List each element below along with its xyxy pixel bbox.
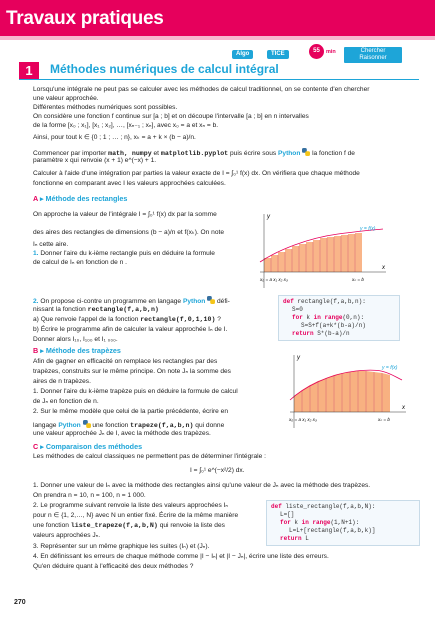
question-line: 3. Représenter sur un même graphique les suites (Iₙ) et (Jₙ).: [33, 543, 210, 550]
python-label: Python: [58, 422, 81, 429]
x-label: x: [382, 265, 385, 271]
question-number: 1.: [33, 250, 39, 257]
y-label: y: [297, 355, 300, 361]
clock-icon: [309, 44, 324, 59]
question-line: de Jₙ en fonction de n.: [33, 398, 99, 405]
page-title: Travaux pratiques: [6, 8, 164, 29]
text: nissant la fonction: [33, 306, 86, 313]
rectangle-graph: [258, 210, 388, 292]
python-label: Python: [278, 150, 301, 157]
section-a-heading: [33, 194, 127, 204]
text-line: aires de n trapèzes.: [33, 378, 91, 385]
question-line: pour n ∈ {1, 2,…, N} avec N un entier fixé. Écrire de la même manière: [33, 512, 239, 519]
intro-line: Ainsi, pour tout k ∈ {0 ; 1 ; … ; n}, xₖ = a + k × (b − a)/n.: [33, 134, 196, 141]
skill-item: Raisonner: [359, 55, 387, 61]
python-icon: [302, 148, 310, 156]
code-line: S=0: [292, 306, 303, 313]
code-line: def rectangle(f,a,b,n):: [283, 298, 366, 305]
exercise-title: Méthodes numériques de calcul intégral: [50, 62, 279, 76]
text: a) Que renvoie l'appel de la fonction: [33, 316, 139, 323]
text-line: des aires des rectangles de dimensions (b − a)/n et f(xₖ). On note: [33, 229, 225, 236]
intro-line: Différentes méthodes numériques sont possibles.: [33, 104, 178, 111]
python-icon: [83, 420, 91, 428]
chevron-right-icon: ▸: [40, 442, 44, 451]
text: Donner l'aire du k-ième rectangle puis en déduire la formule: [40, 250, 215, 257]
question-line: 1. Donner l'aire du k-ième trapèze puis en déduire la formule de calcul: [33, 388, 238, 395]
code-line: L=L+[rectangle(f,a,b,k)]: [289, 527, 376, 534]
question-line: 2. Le programme suivant renvoie la liste des valeurs approchées Iₙ: [33, 502, 229, 509]
text: Commencer par importer: [33, 150, 107, 157]
code-block-liste: [266, 500, 420, 546]
intro-line: une valeur approchée.: [33, 95, 99, 102]
text-line: Iₙ cette aire.: [33, 241, 69, 248]
x-ticks: x₀ = a x₁ x₂ x₃: [260, 277, 288, 282]
question-line: valeurs approchées Jₙ.: [33, 532, 101, 539]
section-title: Méthode des trapèzes: [45, 346, 121, 355]
code-inline: rectangle(f,a,b,n): [87, 306, 159, 313]
section-b-heading: [33, 346, 121, 356]
xn-label: xₙ = b: [378, 417, 390, 422]
code-line: return L: [280, 535, 309, 542]
text-line: Les méthodes de calcul classiques ne permettent pas de déterminer l'intégrale :: [33, 453, 266, 460]
python-icon: [207, 296, 215, 304]
code-line: return S*(b-a)/n: [292, 330, 350, 337]
section-c-heading: [33, 442, 142, 452]
text: une fonction: [33, 522, 69, 529]
intro-line: On considère une fonction f continue sur [a ; b] et on découpe l'intervalle [a ; b] en n intervalles: [33, 113, 309, 120]
chevron-right-icon: ▸: [39, 194, 44, 203]
duration-value: 55: [313, 48, 320, 54]
intro-line: Lorsqu'une intégrale ne peut pas se calculer avec les méthodes de calcul traditionnel, on se contente d'en chercher: [33, 86, 370, 93]
intro-line: de la forme [x₀ ; x₁], [x₁ ; x₂], …, [xₙ₋₁ ; xₙ], avec x₀ = a et xₙ = b.: [33, 122, 219, 129]
intro-line: fonctionne en comparant avec I les valeurs approchées calculées.: [33, 180, 226, 187]
section-title: Comparaison des méthodes: [45, 442, 143, 451]
algo-tag: Algo: [232, 50, 253, 59]
x-ticks: x₀ = a x₁ x₂ x₃: [289, 417, 317, 422]
question-line: [33, 316, 221, 325]
question-line: Qu'en déduire quant à l'efficacité des deux méthodes ?: [33, 563, 194, 570]
banner-shadow: [0, 36, 435, 40]
section-letter: C: [33, 442, 39, 451]
code-inline: matplotlib.pyplot: [160, 150, 229, 157]
section-letter: A: [33, 194, 38, 203]
text: une fonction: [92, 422, 129, 429]
intro-line: paramètre x qui renvoie (x + 1) e^(−x) + 1.: [33, 157, 157, 164]
skills-badge: [344, 47, 402, 63]
code-inline: trapeze(f,a,b,n): [130, 422, 194, 429]
code-block-rectangle: [278, 295, 400, 341]
code-line: S=S+f(a+k*(b-a)/n): [301, 322, 366, 329]
question-line: Donner alors I₁₀, I₁₀₀ et I₁ ₀₀₀.: [33, 336, 118, 343]
question-line: On prendra n = 10, n = 100, n = 1 000.: [33, 492, 146, 499]
text: qui donne: [195, 422, 225, 429]
section-letter: B: [33, 346, 39, 355]
text-line: trapèzes, construits sur le même principe. On note Jₙ la somme des: [33, 368, 231, 375]
divider: [19, 79, 419, 80]
code-line: for k in range(1,N+1):: [280, 519, 360, 526]
intro-line: Calculer à l'aide d'une intégration par parties la valeur exacte de I = ∫₀¹ f(x) dx. On vérifiera que chaque méthode: [33, 170, 360, 177]
python-label: Python: [182, 298, 206, 305]
text: langage: [33, 422, 57, 429]
formula: I = ∫₀¹ e^(−x²/2) dx.: [190, 467, 245, 474]
x-label: x: [402, 405, 405, 411]
trapeze-graph: [288, 352, 408, 432]
question-line: 4. En définissant les erreurs de chaque méthode comme |I − Iₙ| et |I − Jₙ|, écrire une liste des erreurs.: [33, 553, 329, 560]
y-label: y: [267, 214, 270, 220]
question-line: 2. Sur le même modèle que celui de la partie précédente, écrire en: [33, 408, 228, 415]
text: la fonction f de: [312, 150, 355, 157]
text-line: Afin de gagner en efficacité on remplace les rectangles par des: [33, 358, 218, 365]
exercise-number: 1: [19, 62, 39, 79]
code-inline: liste_trapeze(f,a,b,N): [70, 522, 158, 529]
page-number: 270: [14, 599, 26, 606]
duration-unit: min: [326, 49, 336, 55]
code-line: L=[]: [280, 511, 295, 518]
question-number: 2.: [33, 298, 39, 305]
text: ?: [217, 316, 221, 323]
text: défi-: [216, 298, 230, 305]
section-title: Méthode des rectangles: [45, 194, 128, 203]
text: et: [153, 150, 160, 157]
question-line: b) Écrire le programme afin de calculer la valeur approchée Iₙ de I.: [33, 326, 228, 333]
xn-label: xₙ = b: [352, 277, 364, 282]
question-line: [33, 522, 225, 531]
text: qui renvoie la liste des: [159, 522, 225, 529]
curve-label: y = f(x): [382, 365, 398, 371]
question-line: [33, 250, 215, 259]
text: puis écrire sous: [229, 150, 277, 157]
text: On propose ci-contre un programme en langage: [40, 298, 182, 305]
question-line: une valeur approchée Jₙ de I, avec la méthode des trapèzes.: [33, 430, 211, 437]
question-line: [33, 306, 159, 315]
code-inline: math, numpy: [108, 150, 152, 157]
skill-item: Chercher: [360, 48, 386, 54]
curve-label: y = f(x): [360, 226, 376, 232]
tice-tag: TICE: [267, 50, 289, 59]
code-line: for k in range(0,n):: [292, 314, 365, 321]
code-inline: rectangle(f,0,1,10): [140, 316, 216, 323]
chevron-right-icon: ▸: [40, 346, 44, 355]
question-line: 1. Donner une valeur de Iₙ avec la méthode des rectangles ainsi qu'une valeur de Jₙ avec la méthode des trapèzes.: [33, 482, 371, 489]
code-line: def liste_rectangle(f,a,b,N):: [271, 503, 376, 510]
text-line: On approche la valeur de l'intégrale I = ∫₀¹ f(x) dx par la somme: [33, 211, 217, 218]
header-banner: [0, 0, 435, 36]
question-line: de calcul de Iₙ en fonction de n .: [33, 259, 127, 266]
